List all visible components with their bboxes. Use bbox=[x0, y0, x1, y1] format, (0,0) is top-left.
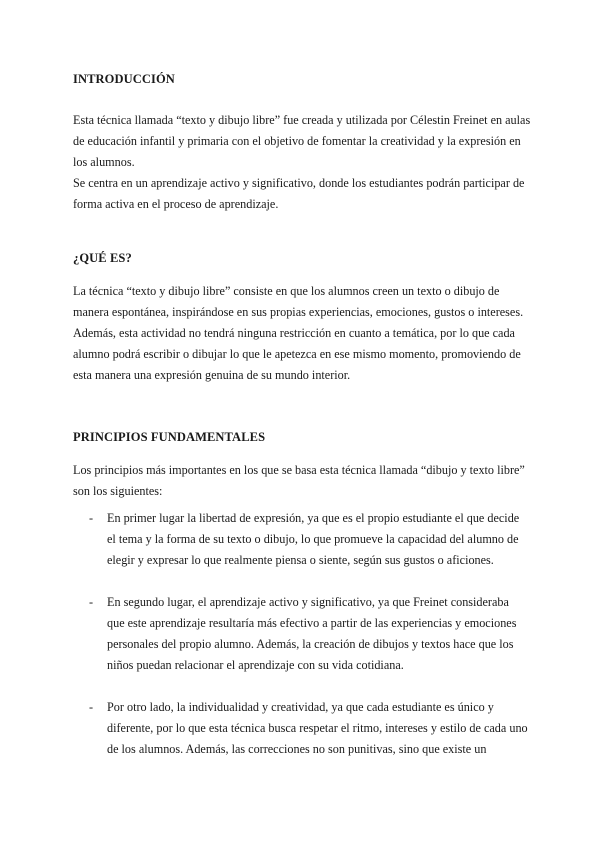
text-line: personales del propio alumno. Además, la creación de dibujos y textos hace que los bbox=[107, 637, 514, 651]
text-line: Por otro lado, la individualidad y creatividad, ya que cada estudiante es único y bbox=[107, 700, 494, 714]
principios-heading: PRINCIPIOS FUNDAMENTALES bbox=[73, 430, 266, 444]
text-line: de educación infantil y primaria con el objetivo de fomentar la creatividad y la expresión en bbox=[73, 134, 521, 148]
text-line: alumno podrá escribir o dibujar lo que le apetezca en ese mismo momento, promoviendo de bbox=[73, 347, 521, 361]
que-es-paragraph bbox=[73, 281, 533, 386]
text-line: diferente, por lo que esta técnica busca respetar el ritmo, intereses y estilo de cada uno bbox=[107, 721, 528, 735]
text-line: En segundo lugar, el aprendizaje activo y significativo, ya que Freinet consideraba bbox=[107, 595, 509, 609]
bullet-text bbox=[107, 508, 533, 571]
text-line: En primer lugar la libertad de expresión, ya que es el propio estudiante el que decide bbox=[107, 511, 520, 525]
text-line: Se centra en un aprendizaje activo y significativo, donde los estudiantes podrán participar de bbox=[73, 176, 525, 190]
bullet-marker: - bbox=[89, 511, 94, 525]
que-es-heading: ¿QUÉ ES? bbox=[73, 251, 132, 265]
intro-heading: INTRODUCCIÓN bbox=[73, 72, 175, 86]
text-line: La técnica “texto y dibujo libre” consiste en que los alumnos creen un texto o dibujo de bbox=[73, 284, 500, 298]
text-line: Además, esta actividad no tendrá ninguna restricción en cuanto a temática, por lo que cada bbox=[73, 326, 515, 340]
text-line: Los principios más importantes en los que se basa esta técnica llamada “dibujo y texto libre” bbox=[73, 463, 525, 477]
text-line: son los siguientes: bbox=[73, 484, 163, 498]
text-line: el tema y la forma de su texto o dibujo, lo que promueve la capacidad del alumno de bbox=[107, 532, 519, 546]
bullet-text bbox=[107, 592, 533, 676]
text-line: niños puedan relacionar el aprendizaje con su vida cotidiana. bbox=[107, 658, 404, 672]
bullet-marker: - bbox=[89, 700, 94, 714]
text-line: que este aprendizaje resultaría más efectivo a partir de las experiencias y emociones bbox=[107, 616, 517, 630]
text-line: forma activa en el proceso de aprendizaje. bbox=[73, 197, 279, 211]
text-line: Esta técnica llamada “texto y dibujo libre” fue creada y utilizada por Célestin Freinet en aulas bbox=[73, 113, 531, 127]
text-line: elegir y expresar lo que realmente piensa o siente, según sus gustos o aficiones. bbox=[107, 553, 494, 567]
text-line: esta manera una expresión genuina de su mundo interior. bbox=[73, 368, 351, 382]
principios-intro-paragraph bbox=[73, 460, 533, 502]
intro-paragraph bbox=[73, 110, 533, 215]
bullet-marker: - bbox=[89, 595, 94, 609]
bullet-text bbox=[107, 697, 533, 760]
text-line: de los alumnos. Además, las correcciones no son punitivas, sino que existe un bbox=[107, 742, 487, 756]
text-line: manera espontánea, inspirándose en sus propias experiencias, emociones, gustos o intereses. bbox=[73, 305, 524, 319]
text-line: los alumnos. bbox=[73, 155, 135, 169]
